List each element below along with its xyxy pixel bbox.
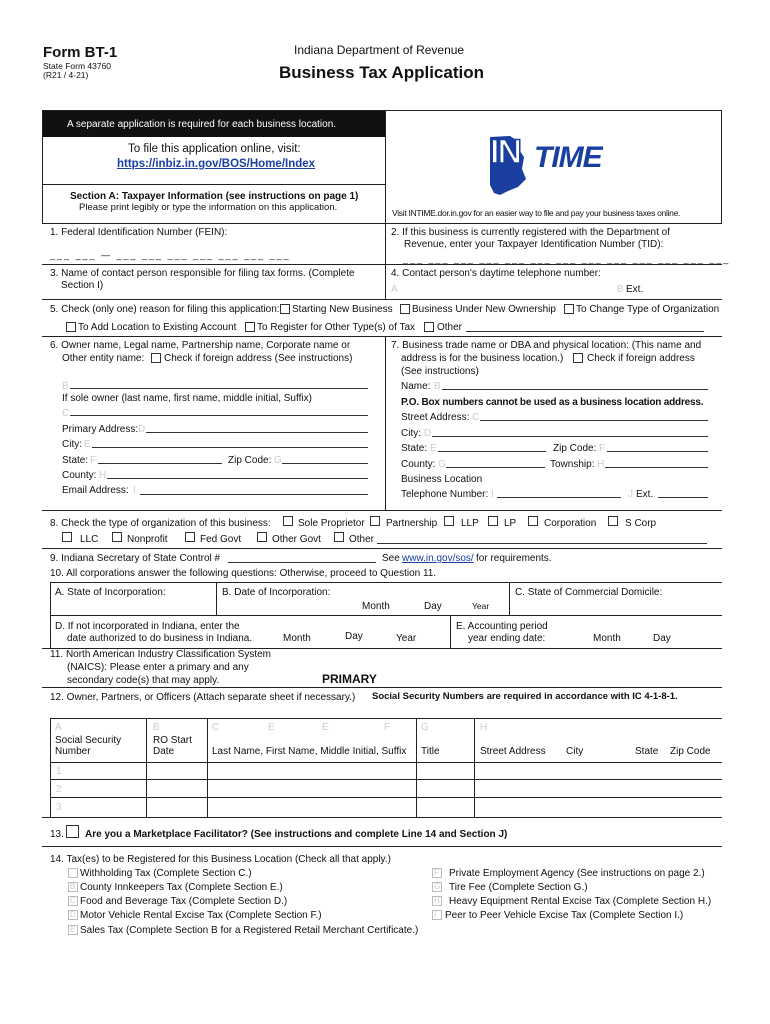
q7-telephone-label: Telephone Number: xyxy=(401,489,489,500)
state-form-number: State Form 43760 xyxy=(43,61,112,71)
option-s-corp: S Corp xyxy=(625,518,657,529)
tax-heavy-equipment: Heavy Equipment Rental Excise Tax (Complete Section H.) xyxy=(449,896,712,907)
q7-field-i: I xyxy=(491,489,494,500)
intime-logo-in: IN xyxy=(490,133,520,171)
q9-label: 9. Indiana Secretary of State Control # xyxy=(50,553,221,564)
q2-tid-input[interactable]: ___ ___ ___ ___ ___ ___ ___ ___ ___ ___ ___ ___ ___ xyxy=(403,254,731,264)
q12-col-ro-line2: Date xyxy=(153,746,175,757)
checkbox-sole-proprietor[interactable] xyxy=(283,516,293,526)
option-sole-proprietor: Sole Proprietor xyxy=(298,518,365,529)
q6-county-input[interactable] xyxy=(107,478,368,479)
checkbox-fed-govt[interactable] xyxy=(185,532,195,542)
letter-b: B xyxy=(70,882,76,891)
q7-state-input[interactable] xyxy=(438,451,546,452)
q7-field-h: H xyxy=(597,459,605,470)
q11-primary-label: PRIMARY xyxy=(322,672,377,686)
form-number: Form BT-1 xyxy=(43,44,118,61)
q9-requirements: for requirements. xyxy=(476,553,552,564)
checkbox-new-ownership[interactable] xyxy=(400,304,410,314)
option-lp: LP xyxy=(504,518,517,529)
q6-field-g: G xyxy=(274,455,282,466)
q11-line3: secondary code(s) that may apply. xyxy=(67,675,220,686)
q7-foreign-label: Check if foreign address xyxy=(587,353,695,364)
checkbox-withholding-tax[interactable] xyxy=(68,868,78,878)
q7-line3: (See instructions) xyxy=(401,366,479,377)
checkbox-llc[interactable] xyxy=(62,532,72,542)
q4-field-b[interactable]: B xyxy=(617,284,624,295)
q3-line2: Section I) xyxy=(61,280,104,291)
q12-col-letter-g: G xyxy=(421,722,429,733)
letter-d: D xyxy=(70,910,76,919)
letter-g: G xyxy=(434,882,441,891)
q10-a-label: A. State of Incorporation: xyxy=(55,587,166,598)
tax-private-employment-agency: Private Employment Agency (See instructions on page 2.) xyxy=(449,868,705,879)
q6-zip-input[interactable] xyxy=(282,463,368,464)
q7-zip-input[interactable] xyxy=(607,451,708,452)
checkbox-other-govt[interactable] xyxy=(257,532,267,542)
q7-ext-label: Ext. xyxy=(636,489,654,500)
q10-label: 10. All corporations answer the following questions: Otherwise, proceed to Question 11. xyxy=(50,568,437,579)
q6-state-input[interactable] xyxy=(98,463,222,464)
checkbox-other-reason[interactable] xyxy=(424,322,434,332)
q1-fein-label: 1. Federal Identification Number (FEIN): xyxy=(50,227,228,238)
tax-county-innkeepers: County Innkeepers Tax (Complete Section E.) xyxy=(80,882,283,893)
q7-field-j: J xyxy=(628,489,633,500)
page-title: Business Tax Application xyxy=(279,63,484,82)
letter-c: C xyxy=(70,896,76,905)
q12-row-2[interactable]: 2 xyxy=(56,784,62,795)
q7-line1: 7. Business trade name or DBA and physical location: (This name and xyxy=(391,340,702,351)
q6-line1: 6. Owner name, Legal name, Partnership name, Corporate name or xyxy=(50,340,351,351)
q9-control-number-input[interactable] xyxy=(228,562,376,563)
q10-b-label: B. Date of Incorporation: xyxy=(222,587,331,598)
q7-telephone-input[interactable] xyxy=(497,497,621,498)
q12-col-ssn-line2: Number xyxy=(55,746,91,757)
q7-ext-input[interactable] xyxy=(658,497,708,498)
q10-d-day: Day xyxy=(345,631,363,642)
q7-po-box-note: P.O. Box numbers cannot be used as a business location address. xyxy=(401,397,704,408)
q7-field-c: C xyxy=(472,412,480,423)
q10-e-day: Day xyxy=(653,633,671,644)
checkbox-nonprofit[interactable] xyxy=(112,532,122,542)
q12-col-zip: Zip Code xyxy=(670,746,711,757)
q1-fein-input[interactable]: ___ ___ — ___ ___ ___ ___ ___ ___ ___ xyxy=(50,250,291,260)
q10-e-month: Month xyxy=(593,633,621,644)
q6-entity-name-input[interactable] xyxy=(70,388,368,389)
option-llc: LLC xyxy=(80,534,99,545)
q10-d-line2: date authorized to do business in Indiana. xyxy=(67,633,253,644)
other-org-input[interactable] xyxy=(377,543,707,544)
section-a-title: Section A: Taxpayer Information (see instructions on page 1) xyxy=(70,191,359,202)
q6-field-e: E xyxy=(84,439,91,450)
file-online-text: To file this application online, visit: xyxy=(128,143,301,155)
q12-row-1[interactable]: 1 xyxy=(56,766,62,777)
checkbox-other-org[interactable] xyxy=(334,532,344,542)
q7-city-input[interactable] xyxy=(432,436,708,437)
q12-col-letter-e2: E xyxy=(322,722,329,733)
q6-email-input[interactable] xyxy=(140,494,368,495)
checkbox-q6-foreign[interactable] xyxy=(151,353,161,363)
q6-field-b: B xyxy=(62,381,69,392)
tax-tire-fee: Tire Fee (Complete Section G.) xyxy=(449,882,588,893)
q10-b-year: Year xyxy=(472,601,490,611)
separate-application-banner: A separate application is required for each business location. xyxy=(43,111,385,137)
checkbox-corporation[interactable] xyxy=(528,516,538,526)
option-register-other-tax: To Register for Other Type(s) of Tax xyxy=(257,322,416,333)
checkbox-change-organization[interactable] xyxy=(564,304,574,314)
q11-line2: (NAICS): Please enter a primary and any xyxy=(67,662,249,673)
q3-line1: 3. Name of contact person responsible for filing tax forms. (Complete xyxy=(50,268,355,279)
q11-line1: 11. North American Industry Classification System xyxy=(50,649,272,660)
q7-township-input[interactable] xyxy=(605,467,708,468)
q13-number: 13. xyxy=(50,829,64,840)
q12-row-3[interactable]: 3 xyxy=(56,802,62,813)
q10-b-month: Month xyxy=(362,601,390,612)
q12-col-ro-line1: RO Start xyxy=(153,735,192,746)
q6-line2: Other entity name: xyxy=(62,353,145,364)
q4-ext: Ext. xyxy=(626,284,644,295)
q9-sos-link[interactable]: www.in.gov/sos/ xyxy=(402,553,474,564)
q7-field-e: E xyxy=(430,443,437,454)
tax-withholding: Withholding Tax (Complete Section C.) xyxy=(80,868,252,879)
tax-motor-vehicle-rental: Motor Vehicle Rental Excise Tax (Complete Section F.) xyxy=(80,910,322,921)
q9-see: See xyxy=(382,553,400,564)
q10-d-line1: D. If not incorporated in Indiana, enter the xyxy=(55,621,240,632)
option-partnership: Partnership xyxy=(386,518,438,529)
q4-label: 4. Contact person's daytime telephone number: xyxy=(391,268,601,279)
q6-foreign-label: Check if foreign address (See instructions) xyxy=(164,353,353,364)
q12-col-letter-f: F xyxy=(384,722,391,733)
q10-d-month: Month xyxy=(283,633,311,644)
q6-field-d: D xyxy=(138,424,146,435)
option-nonprofit: Nonprofit xyxy=(127,534,168,545)
intime-caption: Visit INTIME.dor.in.gov for an easier way to file and pay your business taxes online. xyxy=(392,208,681,218)
q6-sole-owner-input[interactable] xyxy=(70,415,368,416)
option-change-organization: To Change Type of Organization xyxy=(576,304,720,315)
checkbox-llp[interactable] xyxy=(444,516,454,526)
q6-email-label: Email Address: xyxy=(62,485,129,496)
checkbox-add-location[interactable] xyxy=(66,322,76,332)
letter-f: F xyxy=(434,868,439,877)
tax-sales: Sales Tax (Complete Section B for a Registered Retail Merchant Certificate.) xyxy=(80,925,419,936)
q12-label: 12. Owner, Partners, or Officers (Attach separate sheet if necessary.) xyxy=(50,692,356,703)
q6-zip-label: Zip Code: xyxy=(228,455,272,466)
option-add-location: To Add Location to Existing Account xyxy=(78,322,237,333)
tax-food-beverage: Food and Beverage Tax (Complete Section D.) xyxy=(80,896,288,907)
option-fed-govt: Fed Govt xyxy=(200,534,242,545)
letter-i: I xyxy=(434,910,437,919)
q12-col-letter-h: H xyxy=(480,722,488,733)
q10-d-year: Year xyxy=(396,633,417,644)
q7-state-label: State: xyxy=(401,443,428,454)
q7-name-label: Name: xyxy=(401,381,431,392)
checkbox-q7-foreign[interactable] xyxy=(573,353,583,363)
q13-label: Are you a Marketplace Facilitator? (See instructions and complete Line 14 and Section J) xyxy=(85,829,508,840)
q6-primary-address-input[interactable] xyxy=(146,432,368,433)
q6-county-label: County: xyxy=(62,470,97,481)
q7-county-label: County: xyxy=(401,459,436,470)
option-new-ownership: Business Under New Ownership xyxy=(412,304,556,315)
option-other-reason: Other xyxy=(437,322,463,333)
q6-field-i: I xyxy=(133,485,136,496)
q7-field-d: D xyxy=(424,428,432,439)
q12-col-letter-c: C xyxy=(212,722,220,733)
q6-primary-address-label: Primary Address: xyxy=(62,424,139,435)
letter-h: H xyxy=(434,896,440,905)
q7-field-g: G xyxy=(438,459,446,470)
form-revision: (R21 / 4-21) xyxy=(43,70,89,80)
option-llp: LLP xyxy=(461,518,479,529)
q6-field-f: F xyxy=(90,455,97,466)
letter-e: E xyxy=(70,925,76,934)
q10-b-day: Day xyxy=(424,601,442,612)
q12-col-letter-a: A xyxy=(55,722,62,733)
q12-ssn-note: Social Security Numbers are required in accordance with IC 4-1-8-1. xyxy=(372,691,678,702)
q14-label: 14. Tax(es) to be Registered for this Business Location (Check all that apply.) xyxy=(50,854,391,865)
q7-business-location: Business Location xyxy=(401,474,483,485)
q8-label: 8. Check the type of organization of this business: xyxy=(50,518,271,529)
inbiz-link[interactable]: https://inbiz.in.gov/BOS/Home/Index xyxy=(117,158,316,170)
intime-logo-time: TIME xyxy=(534,141,602,174)
q10-c-label: C. State of Commercial Domicile: xyxy=(515,587,663,598)
q6-city-input[interactable] xyxy=(92,447,368,448)
q6-sole-owner: If sole owner (last name, first name, middle initial, Suffix) xyxy=(62,393,312,404)
option-starting-new-business: Starting New Business xyxy=(292,304,393,315)
q12-col-state: State xyxy=(635,746,659,757)
q7-field-f: F xyxy=(599,443,606,454)
q7-name-input[interactable] xyxy=(442,389,708,390)
checkbox-s-corp[interactable] xyxy=(608,516,618,526)
option-corporation: Corporation xyxy=(544,518,597,529)
option-other-govt: Other Govt xyxy=(272,534,321,545)
q10-e-line2: year ending date: xyxy=(468,633,546,644)
checkbox-register-other-tax[interactable] xyxy=(245,322,255,332)
checkbox-marketplace-facilitator[interactable] xyxy=(66,825,79,838)
q6-field-c: C xyxy=(62,408,70,419)
q7-line2: address is for the business location.) xyxy=(401,353,564,364)
q7-street-input[interactable] xyxy=(480,420,708,421)
q7-street-label: Street Address: xyxy=(401,412,470,423)
q7-township-label: Township: xyxy=(550,459,595,470)
q12-col-letter-b: B xyxy=(153,722,160,733)
q6-state-label: State: xyxy=(62,455,89,466)
q10-e-line1: E. Accounting period xyxy=(456,621,548,632)
q4-field-a[interactable]: A xyxy=(391,284,398,295)
q5-label: 5. Check (only one) reason for filing this application: xyxy=(50,304,280,315)
checkbox-starting-new-business[interactable] xyxy=(280,304,290,314)
q7-field-b: B xyxy=(434,381,441,392)
q12-col-street: Street Address xyxy=(480,746,546,757)
q11-naics-input[interactable] xyxy=(225,676,315,686)
section-a-subtitle: Please print legibly or type the information on this application. xyxy=(79,202,338,213)
q2-line2: Revenue, enter your Taxpayer Identification Number (TID): xyxy=(404,239,664,250)
q7-county-input[interactable] xyxy=(446,467,545,468)
q6-field-h: H xyxy=(99,470,107,481)
checkbox-partnership[interactable] xyxy=(370,516,380,526)
q6-city-label: City: xyxy=(62,439,82,450)
q12-col-letter-e1: E xyxy=(268,722,275,733)
q2-line1: 2. If this business is currently registered with the Department of xyxy=(391,227,671,238)
tax-peer-to-peer: Peer to Peer Vehicle Excise Tax (Complete Section I.) xyxy=(445,910,684,921)
option-other-org: Other xyxy=(349,534,375,545)
other-reason-input[interactable] xyxy=(466,331,704,332)
q12-col-title: Title xyxy=(421,746,440,757)
q7-zip-label: Zip Code: xyxy=(553,443,597,454)
checkbox-lp[interactable] xyxy=(488,516,498,526)
intime-logo xyxy=(488,129,628,205)
agency-name: Indiana Department of Revenue xyxy=(294,43,465,57)
q7-city-label: City: xyxy=(401,428,421,439)
q12-col-ssn-line1: Social Security xyxy=(55,735,122,746)
q12-col-name: Last Name, First Name, Middle Initial, Suffix xyxy=(212,746,407,757)
q12-col-city: City xyxy=(566,746,584,757)
